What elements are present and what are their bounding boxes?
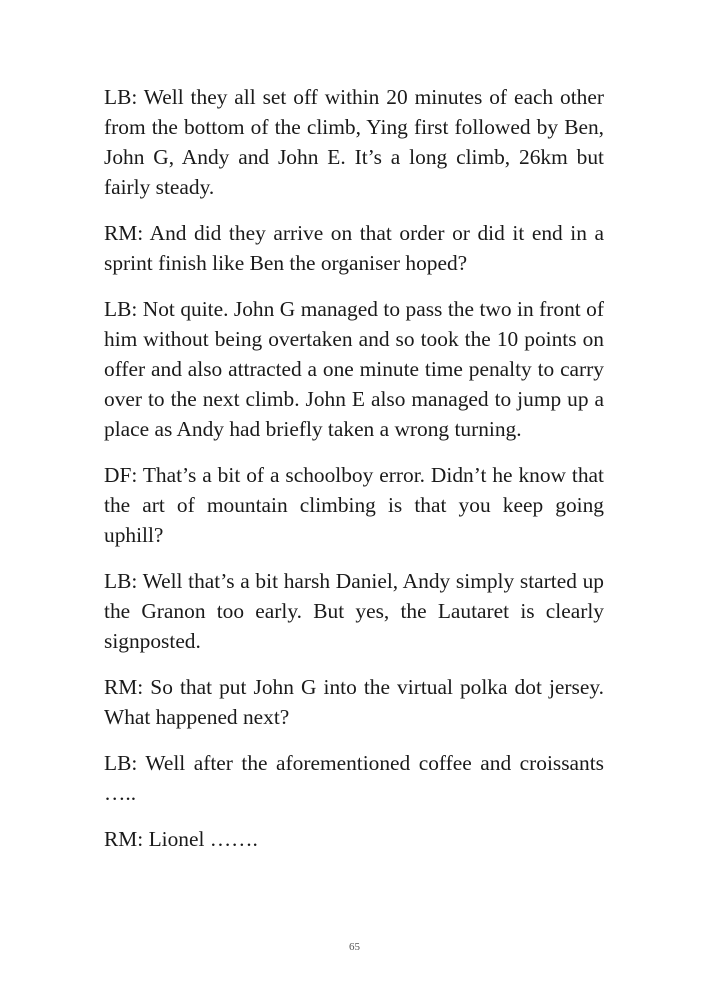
page-number: 65 xyxy=(349,941,360,953)
paragraph-rm-lionel: RM: Lionel ……. xyxy=(104,827,258,851)
paragraph-lb-not-quite: LB: Not quite. John G managed to pass the two in front of him without being overtaken and so took the 10 points on offer and also attracted a one minute time penalty to carry over to the next climb. John E also managed to jump up a place as Andy had briefly taken a wrong turning. xyxy=(104,297,604,441)
paragraph-lb-coffee-croissants: LB: Well after the aforementioned coffee and croissants ….. xyxy=(104,751,604,805)
paragraph-rm-arrival-question: RM: And did they arrive on that order or did it end in a sprint finish like Ben the organiser hoped? xyxy=(104,221,604,275)
paragraph-lb-climb-start: LB: Well they all set off within 20 minutes of each other from the bottom of the climb, Ying first followed by Ben, John G, Andy and John E. It’s a long climb, 26km but fairly steady. xyxy=(104,85,604,199)
body-text xyxy=(104,82,604,870)
paragraph-df-schoolboy-error: DF: That’s a bit of a schoolboy error. Didn’t he know that the art of mountain climbing is that you keep going uphill? xyxy=(104,463,604,547)
paragraph-lb-harsh-daniel: LB: Well that’s a bit harsh Daniel, Andy simply started up the Granon too early. But yes, the Lautaret is clearly signposted. xyxy=(104,569,604,653)
paragraph-rm-polka-dot: RM: So that put John G into the virtual polka dot jersey. What happened next? xyxy=(104,675,604,729)
